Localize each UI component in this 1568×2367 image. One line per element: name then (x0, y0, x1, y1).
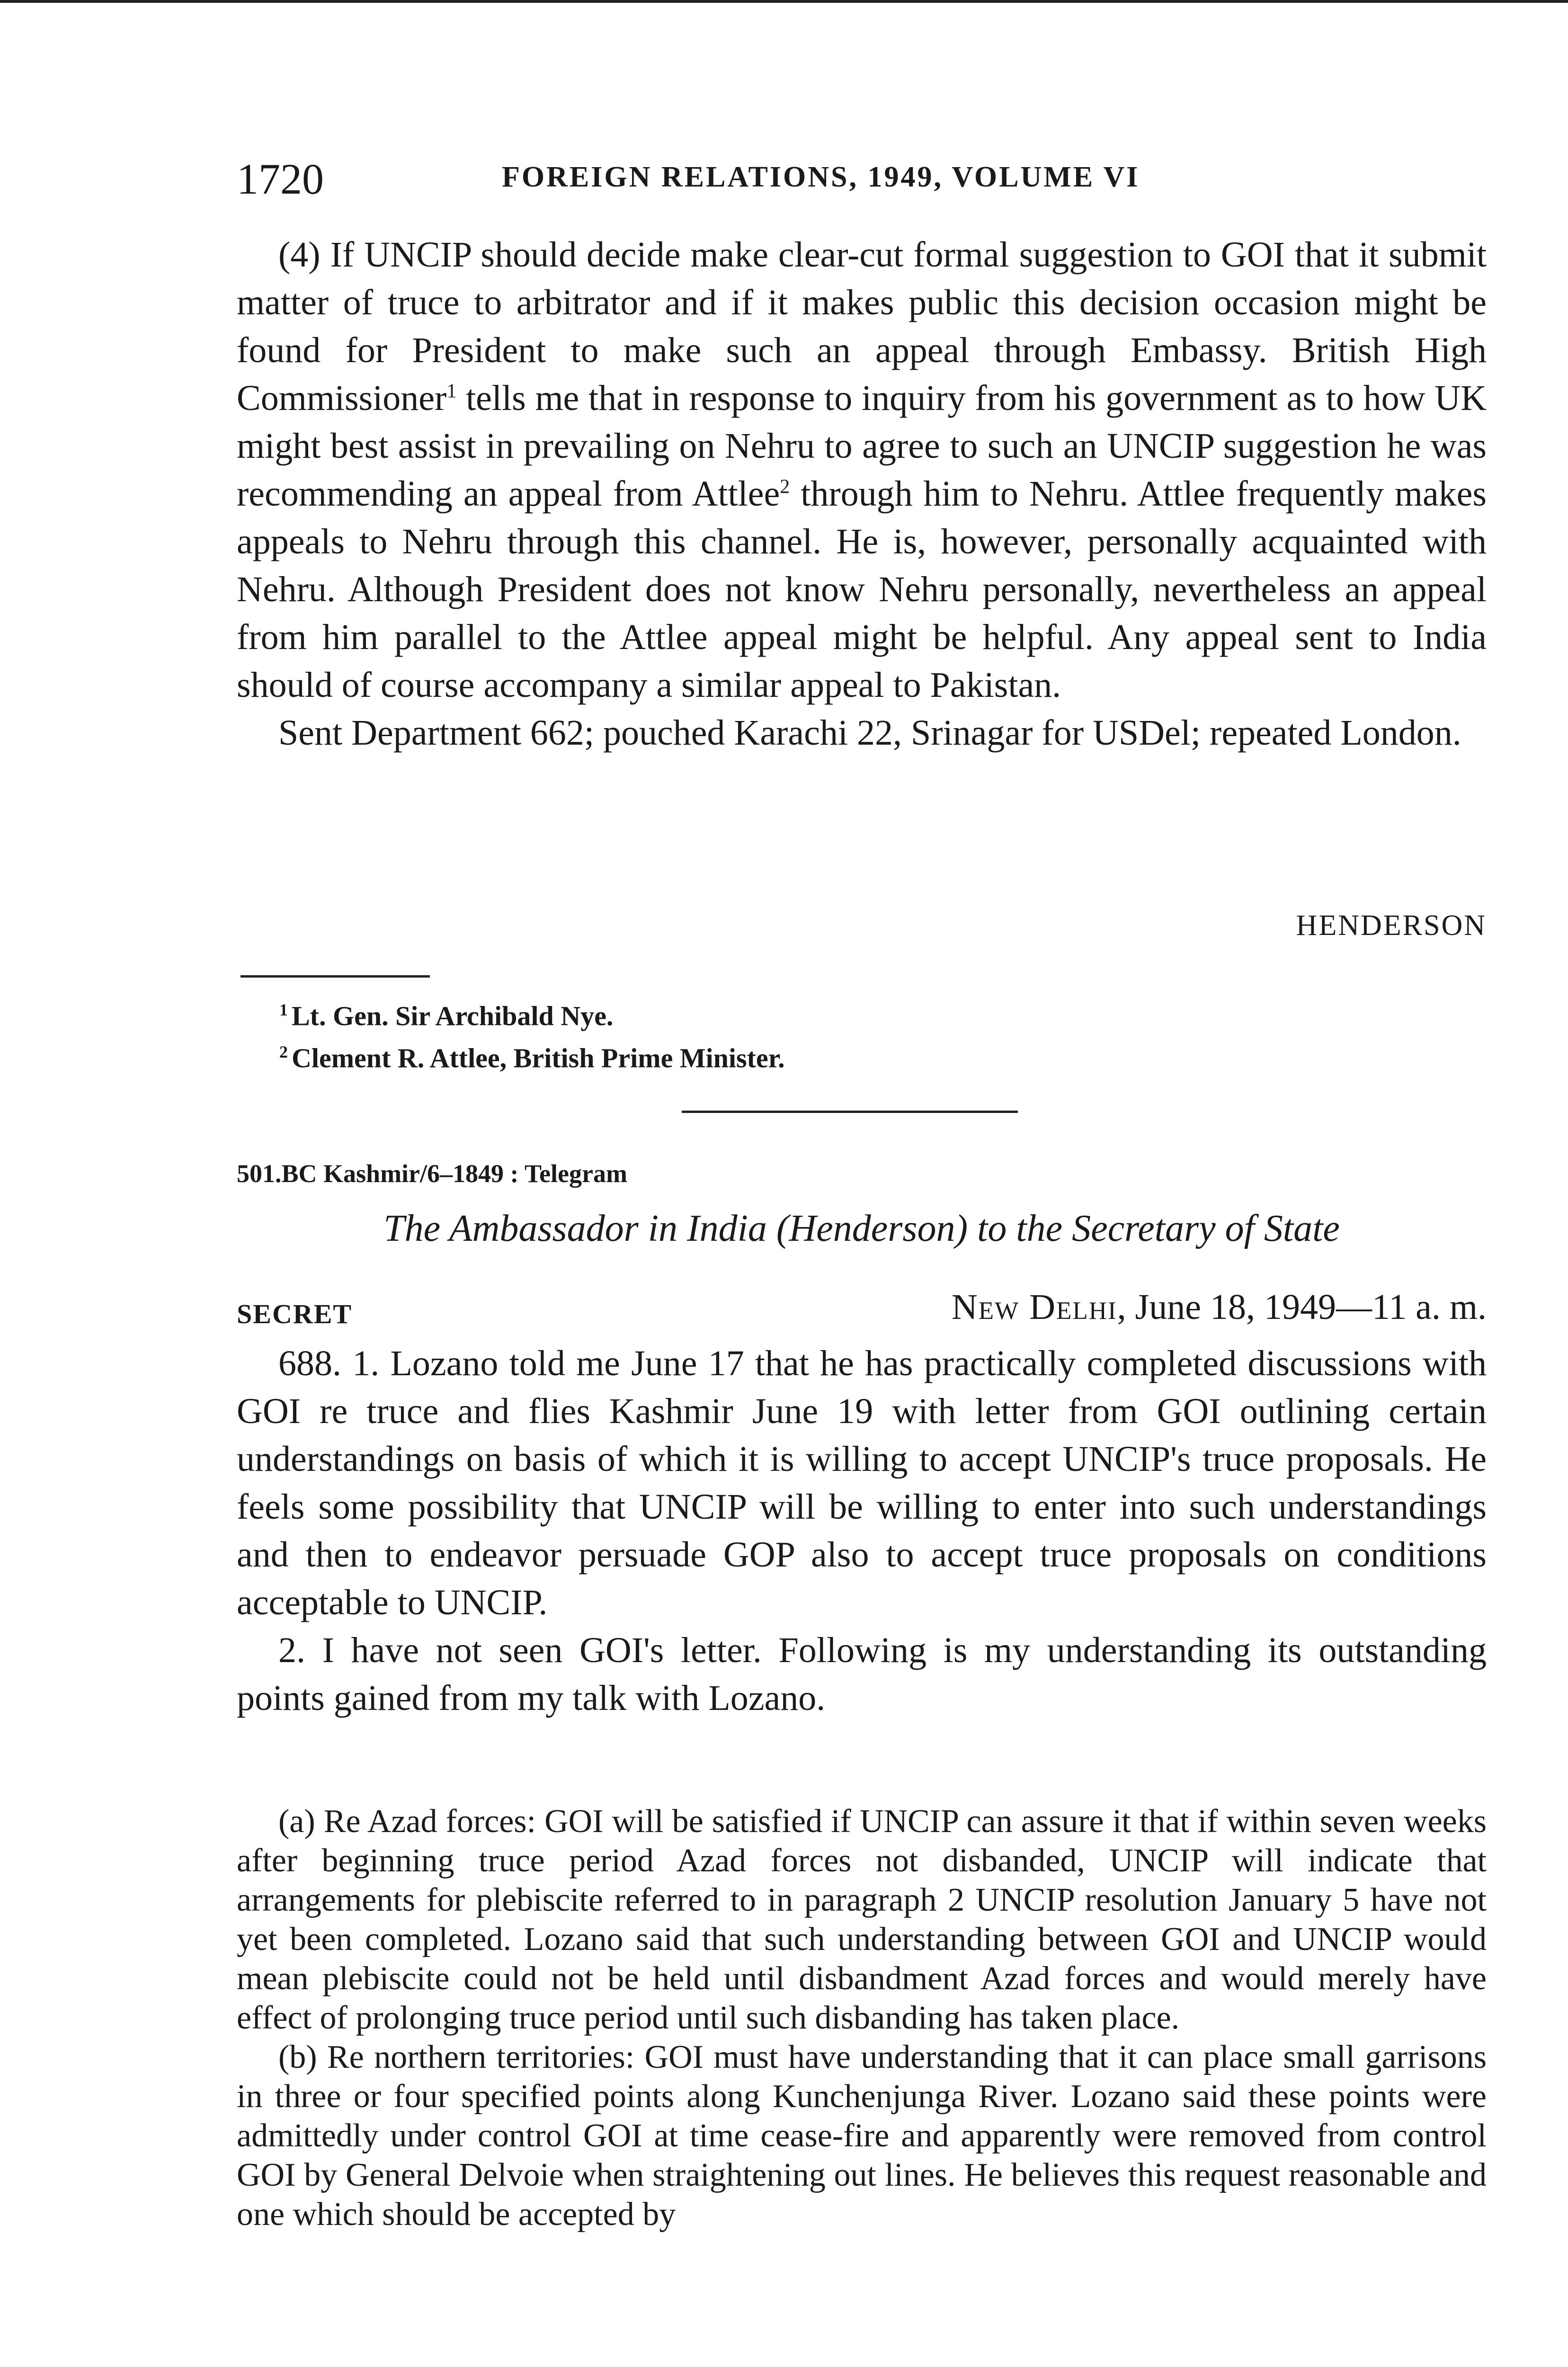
subparagraph-a: (a) Re Azad forces: GOI will be satisfied if UNCIP can assure it that if within seven weeks after beginning truce period Azad forces not disbanded, UNCIP will indicate that arrangements for plebiscite referred to in paragraph 2 UNCIP resolution January 5 have not yet been completed. Lozano said that such understanding between GOI and UNCIP would mean plebiscite could not be held until disbandment Azad forces and would merely have effect of prolonging truce period until such disbanding has taken place. (237, 1803, 1487, 2036)
signature: HENDERSON (1296, 909, 1487, 942)
file-reference: 501.BC Kashmir/6–1849 : Telegram (237, 1159, 627, 1188)
dateline (952, 1287, 1487, 1328)
running-head (237, 154, 1487, 201)
paragraph-1: 688. 1. Lozano told me June 17 that he has practically completed discussions with GOI re truce and flies Kashmir June 19 with letter from GOI outlining certain understandings on basis of which it is willing to accept UNCIP's truce proposals. He feels some possibility that UNCIP will be willing to enter into such understandings and then to endeavor persuade GOP also to accept truce proposals on conditions acceptable to UNCIP. (237, 1344, 1487, 1622)
top-border-rule (0, 0, 1568, 3)
sent-line: Sent Department 662; pouched Karachi 22, Srinagar for USDel; repeated London. (278, 713, 1461, 753)
footnote-1: $^1$ Lt. Gen. Sir Archibald Nye. (279, 1000, 614, 1032)
volume-title: FOREIGN RELATIONS, 1949, VOLUME VI (502, 161, 1140, 193)
footnotes (279, 992, 1416, 1077)
paragraph-4: (4) If UNCIP should decide make clear-cut formal suggestion to GOI that it submit matter of truce to arbitrator and if it makes public this decision occasion might be found for President to make such an appeal through Embassy. British High Commissioner$^1$ tells me that in response to inquiry from his government as to how UK might best assist in prevailing on Nehru to agree to such an UNCIP suggestion he was recommending an appeal from Attlee$^2$ through him to Nehru. Attlee frequently makes appeals to Nehru through this channel. He is, however, personally acquainted with Nehru. Although President does not know Nehru personally, nevertheless an appeal from him parallel to the Attlee appeal might be helpful. Any appeal sent to India should of course accompany a similar appeal to Pakistan. (237, 235, 1487, 705)
dateline-place: New Delhi (951, 1287, 1117, 1327)
footnote-rule (241, 975, 430, 978)
page-number: 1720 (237, 155, 324, 203)
telegram-subparagraphs (237, 1802, 1487, 2234)
classification-label: SECRET (237, 1299, 353, 1329)
dateline-date: , June 18, 1949—11 a. m. (1117, 1287, 1487, 1327)
document-title: The Ambassador in India (Henderson) to the Secretary of State (383, 1208, 1340, 1249)
subparagraph-b: (b) Re northern territories: GOI must have understanding that it can place small garrisons in three or four specified points along Kunchenjunga River. Lozano said these points were admittedly under control GOI at time cease-fire and apparently were removed from control GOI by General Delvoie when straightening out lines. He believes this request reasonable and one which should be accepted by (237, 2039, 1487, 2233)
paragraph-2: 2. I have not seen GOI's letter. Following is my understanding its outstanding points gained from my talk with Lozano. (237, 1630, 1487, 1718)
continued-telegram-text (237, 231, 1487, 757)
footnote-ref-2: 2 (780, 476, 790, 498)
telegram-body (237, 1340, 1487, 1722)
section-divider (682, 1111, 1018, 1113)
footnote-2: $^2$ Clement R. Attlee, British Prime Minister. (279, 1042, 785, 1074)
footnote-ref-1: 1 (446, 380, 457, 402)
